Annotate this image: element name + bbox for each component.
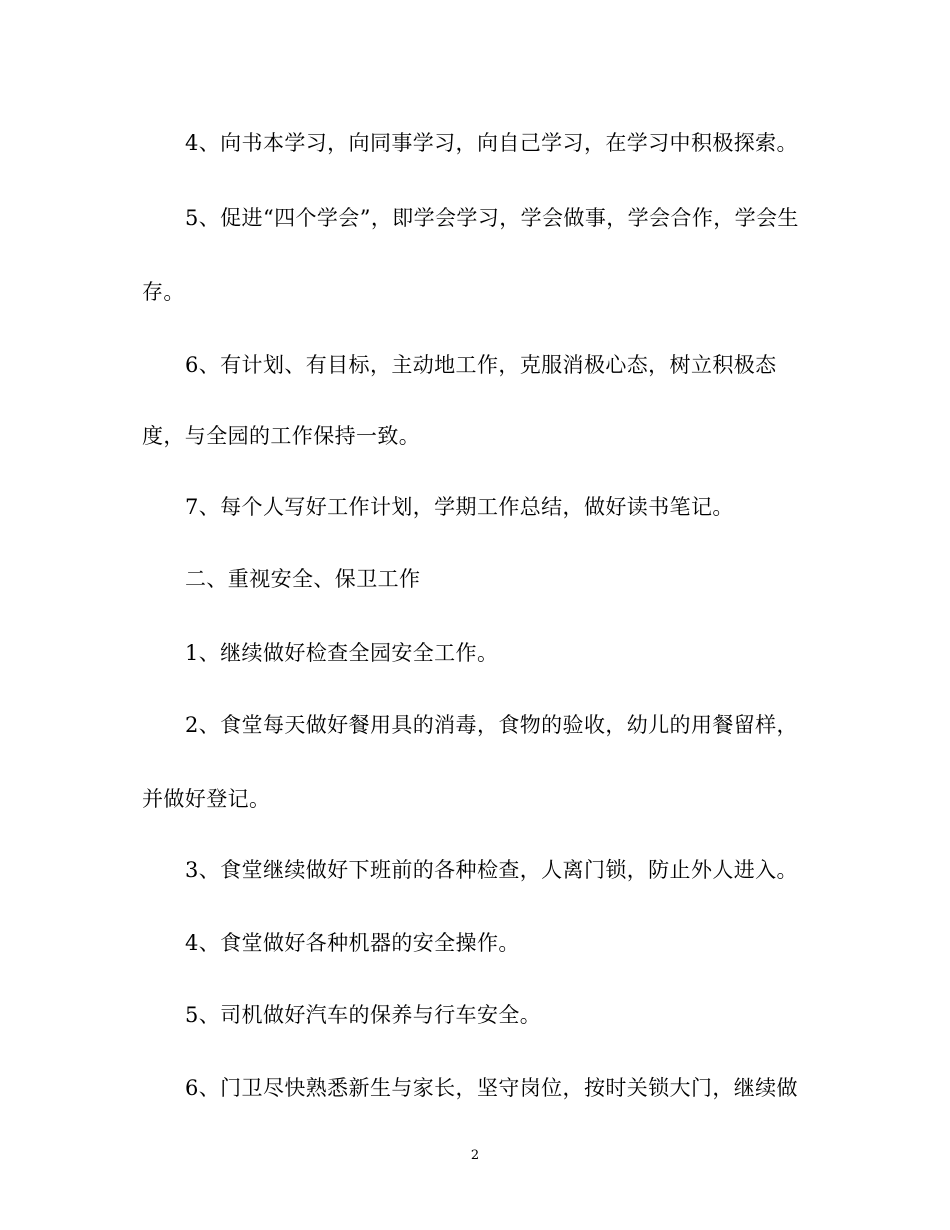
paragraph-line-4: 6、有计划、有目标，主动地工作，克服消极心态，树立积极态 bbox=[185, 353, 777, 377]
paragraph-line-10: 3、食堂继续做好下班前的各种检查，人离门锁，防止外人进入。 bbox=[185, 858, 798, 882]
paragraph-line-9: 并做好登记。 bbox=[142, 787, 271, 811]
paragraph-line-8: 2、食堂每天做好餐用具的消毒，食物的验收，幼儿的用餐留样， bbox=[185, 713, 798, 737]
section-heading: 二、重视安全、保卫工作 bbox=[185, 567, 421, 591]
page-number: 2 bbox=[470, 1148, 480, 1163]
paragraph-line-6: 7、每个人写好工作计划，学期工作总结，做好读书笔记。 bbox=[185, 495, 734, 519]
paragraph-line-2: 5、促进“四个学会”，即学会学习，学会做事，学会合作，学会生 bbox=[185, 206, 799, 230]
paragraph-line-13: 6、门卫尽快熟悉新生与家长，坚守岗位，按时关锁大门，继续做 bbox=[185, 1076, 798, 1100]
paragraph-line-5: 度，与全园的工作保持一致。 bbox=[142, 424, 421, 448]
paragraph-line-7: 1、继续做好检查全园安全工作。 bbox=[185, 641, 499, 665]
paragraph-line-1: 4、向书本学习，向同事学习，向自己学习，在学习中积极探索。 bbox=[185, 131, 798, 155]
paragraph-line-11: 4、食堂做好各种机器的安全操作。 bbox=[185, 931, 520, 955]
paragraph-line-3: 存。 bbox=[142, 280, 185, 304]
paragraph-line-12: 5、司机做好汽车的保养与行车安全。 bbox=[185, 1003, 542, 1027]
